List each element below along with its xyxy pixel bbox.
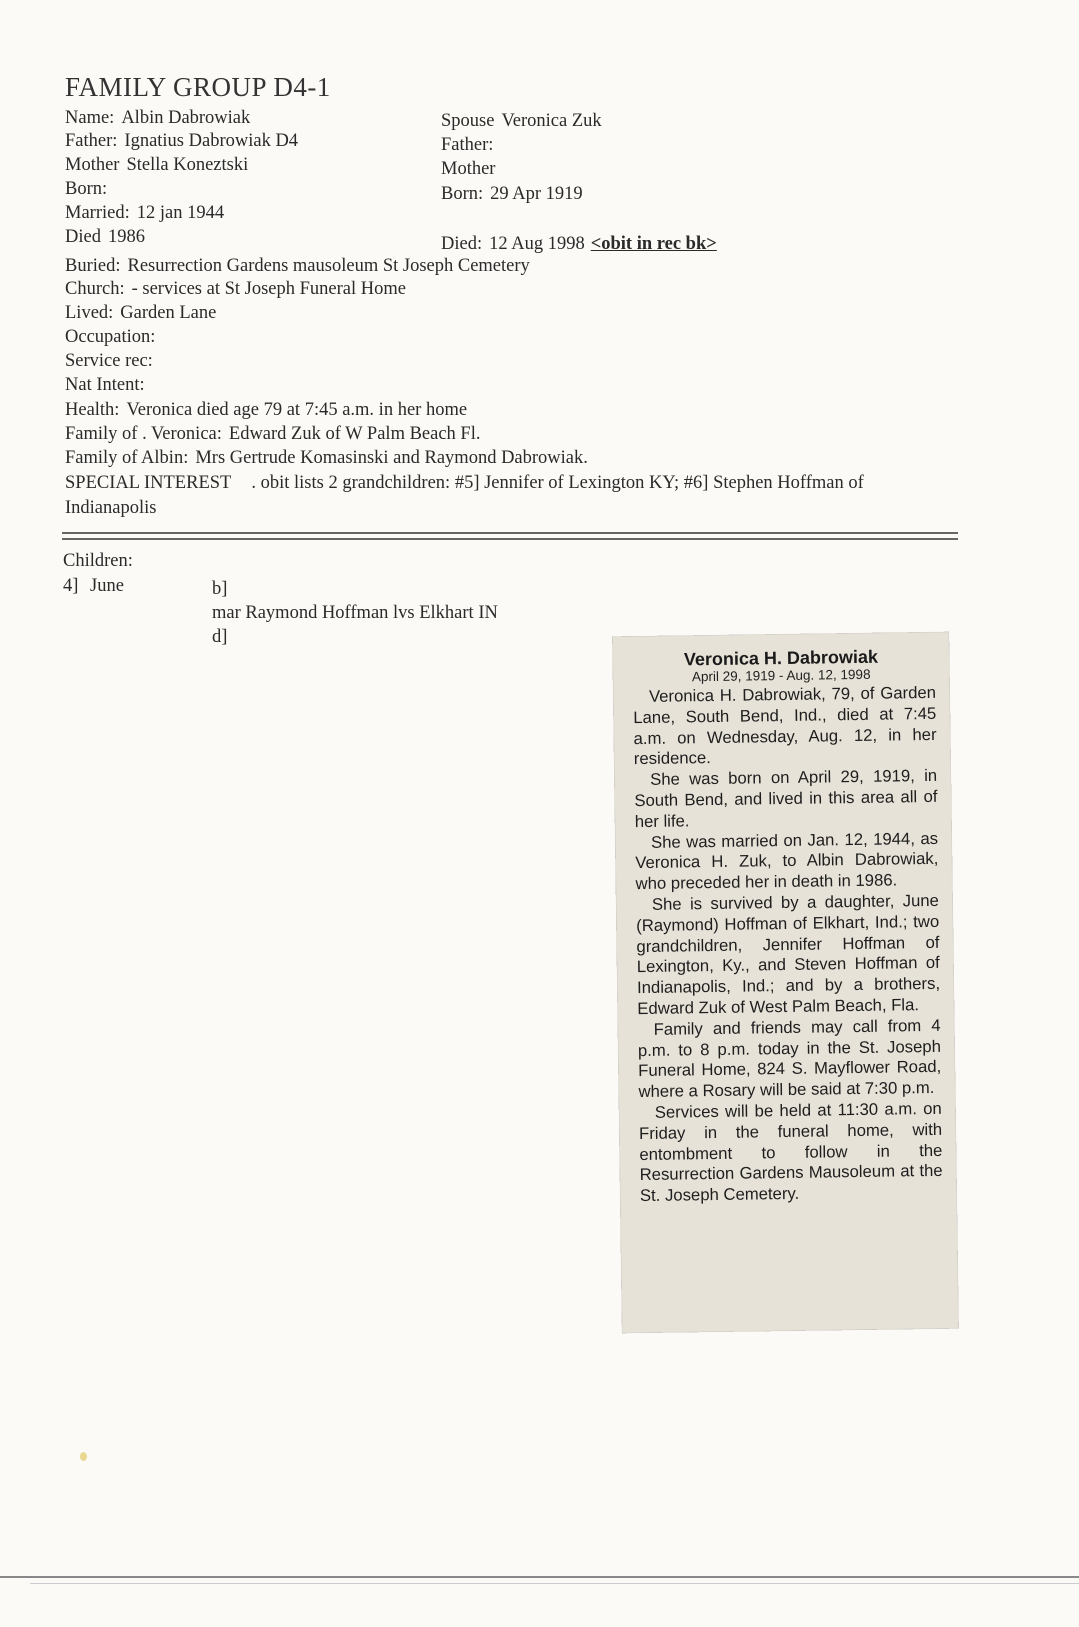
obituary-clipping xyxy=(612,632,959,1334)
obituary-paragraph: She was born on April 29, 1919, in South Bend, and lived in this area all of her life. xyxy=(634,766,938,831)
father-value: Ignatius Dabrowiak D4 xyxy=(124,131,299,151)
family-albin-value: Mrs Gertrude Komasinski and Raymond Dabrowiak. xyxy=(195,448,588,468)
lived-label: Lived: xyxy=(65,303,114,323)
obit-link[interactable]: <obit in rec bk> xyxy=(590,234,717,254)
child-number: 4] xyxy=(63,576,79,596)
lived-row xyxy=(65,302,216,324)
father-label: Father: xyxy=(65,131,118,151)
born-row xyxy=(65,178,114,200)
church-row xyxy=(65,278,406,300)
spouse-died-label: Died: xyxy=(441,234,483,254)
spouse-born-label: Born: xyxy=(441,184,484,204)
children-label: Children: xyxy=(63,551,133,571)
obituary-headline: Veronica H. Dabrowiak xyxy=(683,646,879,670)
spouse-father-label: Father: xyxy=(441,135,494,155)
scan-edge-line-faint xyxy=(30,1583,1079,1584)
family-albin-label: Family of Albin: xyxy=(65,448,189,468)
child-name: June xyxy=(90,576,124,596)
church-value: - services at St Joseph Funeral Home xyxy=(131,279,406,299)
occupation-label: Occupation: xyxy=(65,327,156,347)
mother-row xyxy=(65,154,248,176)
name-value: Albin Dabrowiak xyxy=(121,108,251,128)
family-veronica-row xyxy=(65,423,480,445)
section-divider xyxy=(62,532,958,540)
buried-value: Resurrection Gardens mausoleum St Joseph Cemetery xyxy=(127,256,530,276)
died-label: Died xyxy=(65,227,101,247)
name-row xyxy=(65,107,250,129)
married-value: 12 jan 1944 xyxy=(136,203,225,223)
spouse-row xyxy=(441,110,602,132)
died-value: 1986 xyxy=(107,227,145,247)
born-label: Born: xyxy=(65,179,108,199)
health-value: Veronica died age 79 at 7:45 a.m. in her home xyxy=(126,400,468,420)
page-title: FAMILY GROUP D4-1 xyxy=(65,72,331,102)
service-label: Service rec: xyxy=(65,351,153,371)
spouse-label: Spouse xyxy=(441,111,495,131)
health-label: Health: xyxy=(65,400,120,420)
spouse-died-value: 12 Aug 1998 xyxy=(489,234,585,254)
nat-intent-label: Nat Intent: xyxy=(65,375,145,395)
child-died: d] xyxy=(212,627,228,647)
mother-value: Stella Koneztski xyxy=(126,155,249,175)
name-label: Name: xyxy=(65,108,115,128)
special-interest-continued: Indianapolis xyxy=(65,498,157,518)
special-interest-value: . obit lists 2 grandchildren: #5] Jennifer of Lexington KY; #6] Stephen Hoffman of xyxy=(251,473,864,493)
family-veronica-value: Edward Zuk of W Palm Beach Fl. xyxy=(228,424,481,444)
obituary-paragraph: Services will be held at 11:30 a.m. on Friday in the funeral home, with entombment to follow in the Resurrection Gardens Mausoleum at the St. Joseph Cemetery. xyxy=(638,1098,943,1206)
lived-value: Garden Lane xyxy=(120,303,217,323)
married-row xyxy=(65,202,224,224)
spouse-died-row xyxy=(441,233,717,255)
obituary-paragraph: She is survived by a daughter, June (Raymond) Hoffman of Elkhart, Ind.; two grandchildren, Jennifer Hoffman of Lexington, Ky., and Steven Hoffman of Indianapolis, Ind.; and by a brothers, Edward Zuk of West Palm Beach, Fla. xyxy=(636,890,941,1019)
nat-intent-row xyxy=(65,374,152,396)
spouse-father-row xyxy=(441,134,500,156)
spouse-mother-label: Mother xyxy=(441,159,496,179)
obituary-paragraph: Veronica H. Dabrowiak, 79, of Garden Lane, South Bend, Ind., died at 7:45 a.m. on Wednesday, Aug. 12, in her residence. xyxy=(633,682,937,769)
child-married: mar Raymond Hoffman lvs Elkhart IN xyxy=(212,603,498,623)
occupation-row xyxy=(65,326,162,348)
special-interest-row xyxy=(65,472,864,494)
obituary-paragraph: She was married on Jan. 12, 1944, as Veronica H. Zuk, to Albin Dabrowiak, who preceded her in death in 1986. xyxy=(635,828,939,894)
married-label: Married: xyxy=(65,203,130,223)
father-row xyxy=(65,130,298,152)
died-row xyxy=(65,226,145,248)
family-albin-row xyxy=(65,447,588,469)
church-label: Church: xyxy=(65,279,125,299)
child-born: b] xyxy=(212,579,228,599)
scan-edge-line xyxy=(0,1576,1079,1578)
obituary-dates: April 29, 1919 - Aug. 12, 1998 xyxy=(691,666,871,685)
family-veronica-label: Family of . Veronica: xyxy=(65,424,222,444)
service-row xyxy=(65,350,160,372)
special-interest-label: SPECIAL INTEREST xyxy=(65,473,232,493)
spouse-born-row xyxy=(441,183,583,205)
buried-row xyxy=(65,255,530,277)
spouse-value: Veronica Zuk xyxy=(501,111,602,131)
spouse-born-value: 29 Apr 1919 xyxy=(490,184,583,204)
paper-speck xyxy=(80,1452,87,1461)
buried-label: Buried: xyxy=(65,256,121,276)
obituary-paragraph: Family and friends may call from 4 p.m. to 8 p.m. today in the St. Joseph Funeral Home, 824 S. Mayflower Road, where a Rosary will be said at 7:30 p.m. xyxy=(637,1015,942,1102)
health-row xyxy=(65,399,467,421)
mother-label: Mother xyxy=(65,155,120,175)
spouse-mother-row xyxy=(441,158,502,180)
